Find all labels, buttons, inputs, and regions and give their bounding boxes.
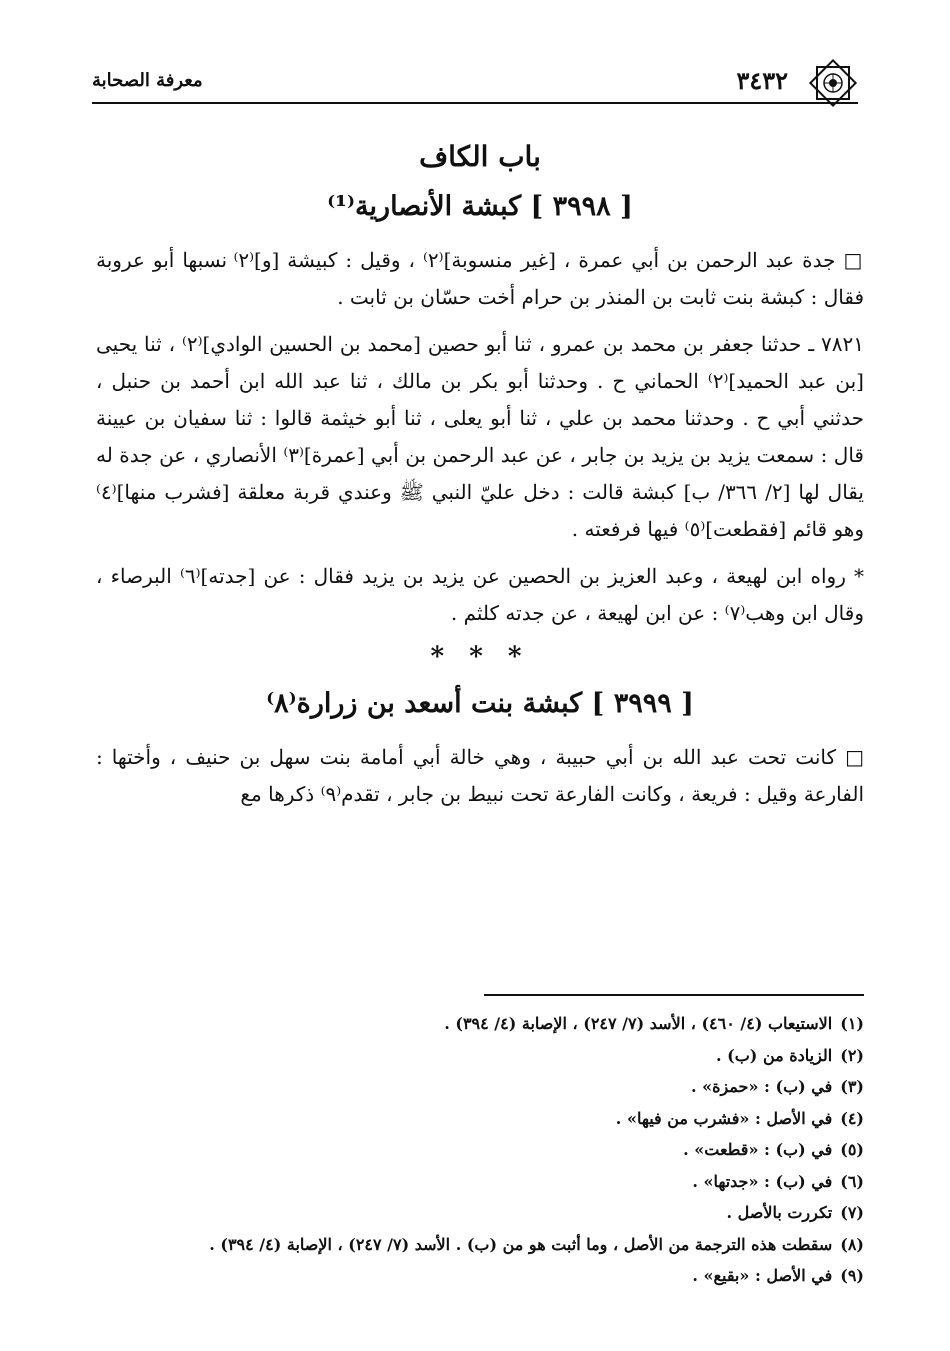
footnote: (٧)تكررت بالأصل . (726, 1203, 864, 1222)
page-header (92, 58, 858, 98)
footnote: (٢)الزيادة من (ب) . (716, 1045, 864, 1065)
footnote: (٣)في (ب) : «حمزة» . (690, 1077, 864, 1096)
ornament-icon (808, 58, 858, 108)
footnote: (٤)في الأصل : «فشرب من فيها» . (615, 1108, 864, 1128)
footnote: (١)الاستيعاب (٤/ ٤٦٠) ، الأسد (٧/ ٢٤٧) ، الإصابة (٤/ ٣٩٤) . (444, 1014, 864, 1033)
entry-intro-3999: □ كانت تحت عبد الله بن أبي حبيبة ، وهي خالة أبي أمامة بنت سهل بن حنيف ، وأختها : الفارعة وقيل : فريعة ، وكانت الفارعة تحت نبيط بن جابر ، تقدم⁽٩⁾ ذكرها مع (96, 745, 864, 806)
section-separator: * * * (430, 642, 530, 672)
entry-title-3999: [ ٣٩٩٩ ] كبشة بنت أسعد بن زرارة⁽٨⁾ (266, 688, 694, 719)
header-divider (92, 102, 858, 104)
footnote: (٦)في (ب) : «جدتها» . (692, 1171, 864, 1191)
footnote: (٩)في الأصل : «بقيع» . (692, 1266, 864, 1285)
entry-title-3998: [ ٣٩٩٨ ] كبشة الأنصارية⁽¹⁾ (327, 191, 633, 222)
main-text (96, 140, 864, 823)
hadith-7821: ٧٨٢١ ـ حدثنا جعفر بن محمد بن عمرو ، ثنا أبو حصين [محمد بن الحسين الوادي]⁽٢⁾ ، ثنا يحيى [بن عبد الحميد]⁽٢⁾ الحماني ح . وحدثنا أبو بكر بن مالك ، ثنا عبد الله ابن أحمد بن حنبل ، حدثني أبي ح . وحدثنا محمد بن علي ، ثنا أبو يعلى ، ثنا أبو خيثمة قالوا : ثنا سفيان بن عيينة قال : سمعت يزيد بن يزيد بن جابر ، عن عبد الرحمن بن أبي [عمرة]⁽٣⁾ الأنصاري ، عن جدة له يقال لها [٢/ ٣٦٦/ ب] كبشة قالت : دخل عليّ النبي ﷺ وعندي قربة معلقة [فشرب منها]⁽٤⁾ وهو قائم [فقطعت]⁽٥⁾ فيها فرفعته . (96, 332, 864, 541)
page-number: ٣٤٣٢ (736, 66, 788, 95)
entry-intro-3998: □ جدة عبد الرحمن بن أبي عمرة ، [غير منسوبة]⁽٢⁾ ، وقيل : كبيشة [و]⁽٢⁾ نسبها أبو عروبة فقال : كبشة بنت ثابت بن المنذر بن حرام أخت حسّان بن ثابت . (96, 248, 865, 309)
footnote: (٨)سقطت هذه الترجمة من الأصل ، وما أثبت هو من (ب) . الأسد (٧/ ٢٤٧) ، الإصابة (٤/ ٣٩٤) . (209, 1234, 864, 1254)
footnote-divider (484, 994, 864, 996)
running-title: معرفة الصحابة (92, 70, 203, 91)
narration-note: * رواه ابن لهيعة ، وعبد العزيز بن الحصين عن يزيد بن يزيد فقال : عن [جدته]⁽٦⁾ البرصاء ، وقال ابن وهب⁽٧⁾ : عن ابن لهيعة ، عن جدته كلثم . (96, 564, 864, 625)
footnote: (٥)في (ب) : «قطعت» . (683, 1140, 864, 1159)
footnotes (96, 1008, 864, 1292)
chapter-title: باب الكاف (419, 140, 541, 173)
